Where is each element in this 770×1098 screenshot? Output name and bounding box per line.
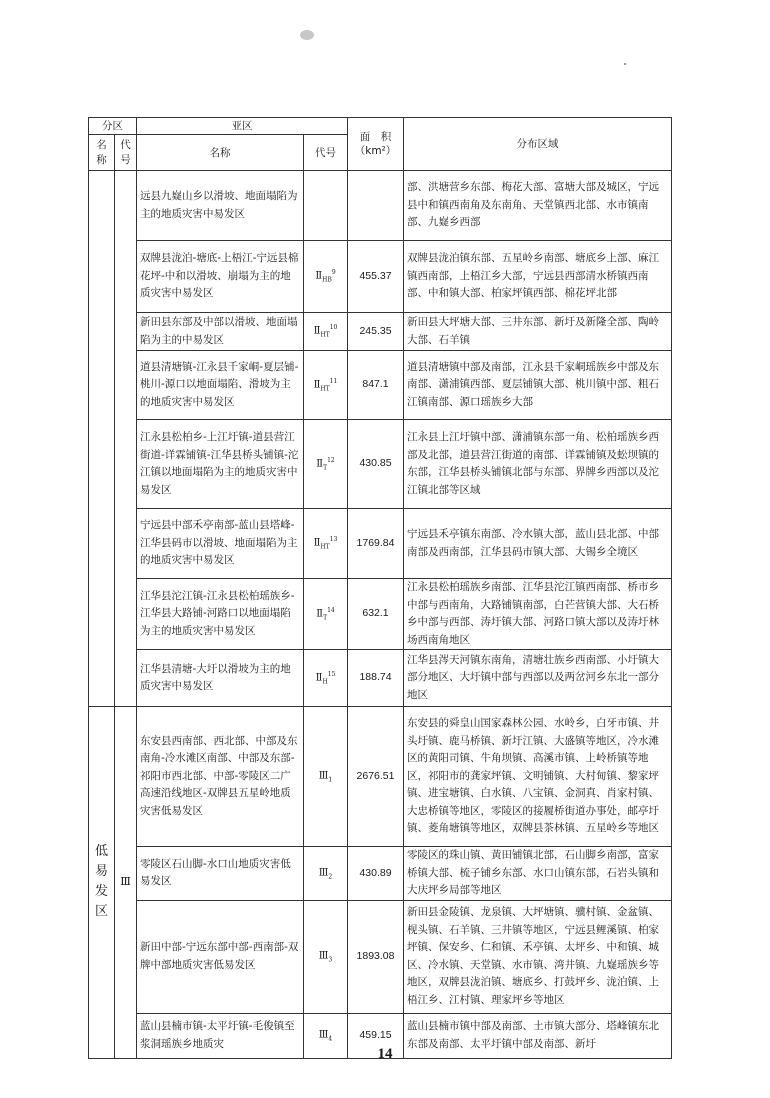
subzone-code: [304, 171, 348, 241]
zone-code: Ⅲ: [120, 875, 131, 888]
subzone-name: 道县清塘镇-江永县千家峒-夏层铺-桃川-源口以地面塌陷、滑坡为主的地质灾害中易发区: [137, 351, 304, 420]
header-area: [348, 118, 404, 171]
zone-name: 低易发区: [94, 844, 108, 920]
zoning-table: [88, 117, 672, 1059]
page-number: 14: [377, 1046, 393, 1062]
subzone-name: 新田中部-宁远东部中部-西南部-双牌中部地质灾害低易发区: [137, 900, 304, 1013]
subzone-distribution: 双牌县泷泊镇东部、五星岭乡南部、塘底乡上部、麻江镇西南部，上梧江乡大部，宁远县西部清水桥镇西南部、中和镇大部、柏家坪镇西部、棉花坪北部: [404, 241, 672, 313]
subzone-name: 双牌县泷泊-塘底-上梧江-宁远县棉花坪-中和以滑坡、崩塌为主的地质灾害中易发区: [137, 241, 304, 313]
subzone-area: 188.74: [348, 650, 404, 707]
subzone-code-sub: T: [323, 463, 328, 471]
subzone-code-sub: 2: [328, 873, 333, 881]
scan-dot: [624, 63, 626, 65]
subzone-code-sub: 4: [328, 1035, 333, 1043]
subzone-code-sup: 10: [329, 324, 338, 332]
subzone-code: [304, 313, 348, 351]
subzone-code-sub: T: [323, 613, 328, 621]
subzone-distribution: 新田县金陵镇、龙泉镇、大坪塘镇、骥村镇、金盆镇、枧头镇、石羊镇、三井镇等地区，宁远县鲤溪镇、柏家坪镇、保安乡、仁和镇、禾亭镇、太坪乡、中和镇、城区、冷水镇、天堂镇、水市镇、湾井镇、九嶷瑶族乡等地区，双牌县泷泊镇、塘底乡、打鼓坪乡、泷泊镇、上梧江乡、江村镇、理家坪乡等地区: [404, 900, 672, 1013]
header-sub-code: 代号: [304, 135, 348, 171]
subzone-code-sub: HB: [322, 276, 332, 284]
zone-code-cell-ii: [115, 171, 137, 707]
subzone-name: 江华县清塘-大圩以滑坡为主的地质灾害中易发区: [137, 650, 304, 707]
subzone-code-main: Ⅱ: [313, 537, 321, 549]
subzone-code: [304, 420, 348, 509]
subzone-distribution: 江永县上江圩镇中部、潇浦镇东部一角、松柏瑶族乡西部及北部，道县营江街道的南部、详霖铺镇及蚣坝镇的东部，江华县桥头铺镇北部与东部、界牌乡西部以及沱江镇北部等区域: [404, 420, 672, 509]
table-row: [89, 707, 672, 847]
subzone-distribution: 道县清塘镇中部及南部，江永县千家峒瑶族乡中部及东南部、潇浦镇西部、夏层铺镇大部、桃川镇中部、粗石江镇南部、源口瑶族乡大部: [404, 351, 672, 420]
header-area-label: 面 积: [359, 131, 392, 143]
header-subzone: 亚区: [137, 118, 348, 135]
subzone-area: 847.1: [348, 351, 404, 420]
header-zone-name: 名称: [89, 135, 115, 171]
subzone-code-sup: 12: [327, 456, 335, 464]
header-zone: 分区: [89, 118, 137, 135]
subzone-code-main: Ⅲ: [318, 1029, 329, 1041]
subzone-code-sub: 3: [328, 956, 333, 964]
table-row: [89, 579, 672, 650]
subzone-name: 江华县沱江镇-江永县松柏瑶族乡-江华县大路铺-河路口以地面塌陷为主的地质灾害中易发区: [137, 579, 304, 650]
subzone-name: 新田县东部及中部以滑坡、地面塌陷为主的中易发区: [137, 313, 304, 351]
subzone-distribution: 江华县涔天河镇东南角，清塘壮族乡西南部、小圩镇大部分地区、大圩镇中部与西部以及两岔河乡东北一部分地区: [404, 650, 672, 707]
zone-name-cell-ii: [89, 171, 115, 707]
subzone-name: 零陵区石山脚-水口山地质灾害低易发区: [137, 847, 304, 901]
subzone-code-sub: HT: [320, 384, 330, 392]
header-area-unit: （km²）: [354, 145, 397, 157]
table-row: [89, 420, 672, 509]
subzone-code-sup: 13: [329, 536, 338, 544]
subzone-name: 东安县西南部、西北部、中部及东南角-冷水滩区南部、中部及东部-祁阳市西北部、中部-零陵区二广高速沿线地区-双牌县五星岭地质灾害低易发区: [137, 707, 304, 847]
header-zone-code: 代号: [115, 135, 137, 171]
table-row: [89, 650, 672, 707]
subzone-distribution: 零陵区的珠山镇、黄田铺镇北部，石山脚乡南部，富家桥镇大部、梳子铺乡东部、水口山镇东部，石岩头镇和大庆坪乡局部等地区: [404, 847, 672, 901]
table-row: [89, 351, 672, 420]
table-row: [89, 313, 672, 351]
subzone-code-main: Ⅱ: [315, 671, 323, 683]
subzone-code-main: Ⅱ: [316, 607, 324, 619]
subzone-code: [304, 241, 348, 313]
subzone-code-sup: 9: [331, 269, 336, 277]
table-row: [89, 900, 672, 1013]
table-row: [89, 509, 672, 579]
table-row: [89, 847, 672, 901]
subzone-code-main: Ⅲ: [318, 770, 329, 782]
subzone-name: 远县九嶷山乡以滑坡、地面塌陷为主的地质灾害中易发区: [137, 171, 304, 241]
header-distribution: 分布区域: [404, 118, 672, 171]
subzone-area: 1893.08: [348, 900, 404, 1013]
subzone-distribution: 宁远县禾亭镇东南部、冷水镇大部，蓝山县北部、中部南部及西南部，江华县码市镇大部、大锡乡全境区: [404, 509, 672, 579]
subzone-distribution: 江永县松柏瑶族乡南部、江华县沱江镇西南部、桥市乡中部与西南角，大路铺镇南部，白芒营镇大部、大石桥乡中部与西部、涛圩镇大部、河路口镇大部以及涛圩林场西南角地区: [404, 579, 672, 650]
subzone-code-main: Ⅱ: [316, 457, 324, 469]
zone-name-cell: [89, 707, 115, 1059]
subzone-code-sup: 15: [327, 670, 336, 678]
subzone-code: [304, 650, 348, 707]
subzone-code-sup: 14: [327, 606, 335, 614]
subzone-distribution: 蓝山县楠市镇中部及南部、土市镇大部分、塔峰镇东北东部及南部、太平圩镇中部及南部、新圩: [404, 1013, 672, 1058]
subzone-code: [304, 351, 348, 420]
subzone-code-sub: H: [322, 677, 328, 685]
subzone-area: 459.15: [348, 1013, 404, 1058]
subzone-code-main: Ⅱ: [313, 325, 321, 337]
subzone-code-main: Ⅱ: [315, 270, 323, 282]
subzone-area: 455.37: [348, 241, 404, 313]
subzone-code: [304, 900, 348, 1013]
subzone-area: [348, 171, 404, 241]
subzone-name: 蓝山县楠市镇-太平圩镇-毛俊镇至浆洞瑶族乡地质灾: [137, 1013, 304, 1058]
subzone-code: [304, 509, 348, 579]
subzone-name: 江永县松柏乡-上江圩镇-道县营江街道-详霖铺镇-江华县桥头铺镇-沱江镇以地面塌陷为主的地质灾害中易发区: [137, 420, 304, 509]
subzone-area: 2676.51: [348, 707, 404, 847]
subzone-area: 245.35: [348, 313, 404, 351]
subzone-area: 632.1: [348, 579, 404, 650]
subzone-code-main: Ⅱ: [313, 378, 321, 390]
subzone-code: [304, 847, 348, 901]
scan-smudge: [300, 30, 314, 40]
subzone-distribution: 新田县大坪塘大部、三井东部、新圩及新隆全部、陶岭大部、石羊镇: [404, 313, 672, 351]
subzone-code-main: Ⅲ: [318, 867, 329, 879]
subzone-code-sub: HT: [320, 543, 330, 551]
zone-code-cell: [115, 707, 137, 1059]
subzone-code-sub: 1: [328, 776, 333, 784]
table-row: [89, 171, 672, 241]
subzone-distribution: 东安县的舜皇山国家森林公园、水岭乡，白牙市镇、井头圩镇、鹿马桥镇、新圩江镇、大盛镇等地区，冷水滩区的黄阳司镇、牛角坝镇、高溪市镇、上岭桥镇等地区，祁阳市的龚家坪镇、文明铺镇、大村甸镇、黎家坪镇、进宝塘镇、白水镇、八宝镇、金洞真、肖家村镇、大忠桥镇等地区，零陵区的接履桥街道办事处，邮亭圩镇、菱角塘镇等地区，双牌县茶林镇、五星岭乡等地区: [404, 707, 672, 847]
subzone-code: [304, 579, 348, 650]
subzone-area: 430.89: [348, 847, 404, 901]
subzone-area: 1769.84: [348, 509, 404, 579]
subzone-area: 430.85: [348, 420, 404, 509]
header-sub-name: 名称: [137, 135, 304, 171]
subzone-code: [304, 707, 348, 847]
subzone-code-main: Ⅲ: [318, 950, 329, 962]
table-row: [89, 241, 672, 313]
subzone-code-sup: 11: [329, 377, 338, 385]
subzone-distribution: 部、洪塘营乡东部、梅花大部、富塘大部及城区，宁远县中和镇西南角及东南角、天堂镇西北部、水市镇南部、九嶷乡西部: [404, 171, 672, 241]
subzone-code-sub: HT: [320, 331, 330, 339]
subzone-name: 宁远县中部禾亭南部-蓝山县塔峰-江华县码市以滑坡、地面塌陷为主的地质灾害中易发区: [137, 509, 304, 579]
